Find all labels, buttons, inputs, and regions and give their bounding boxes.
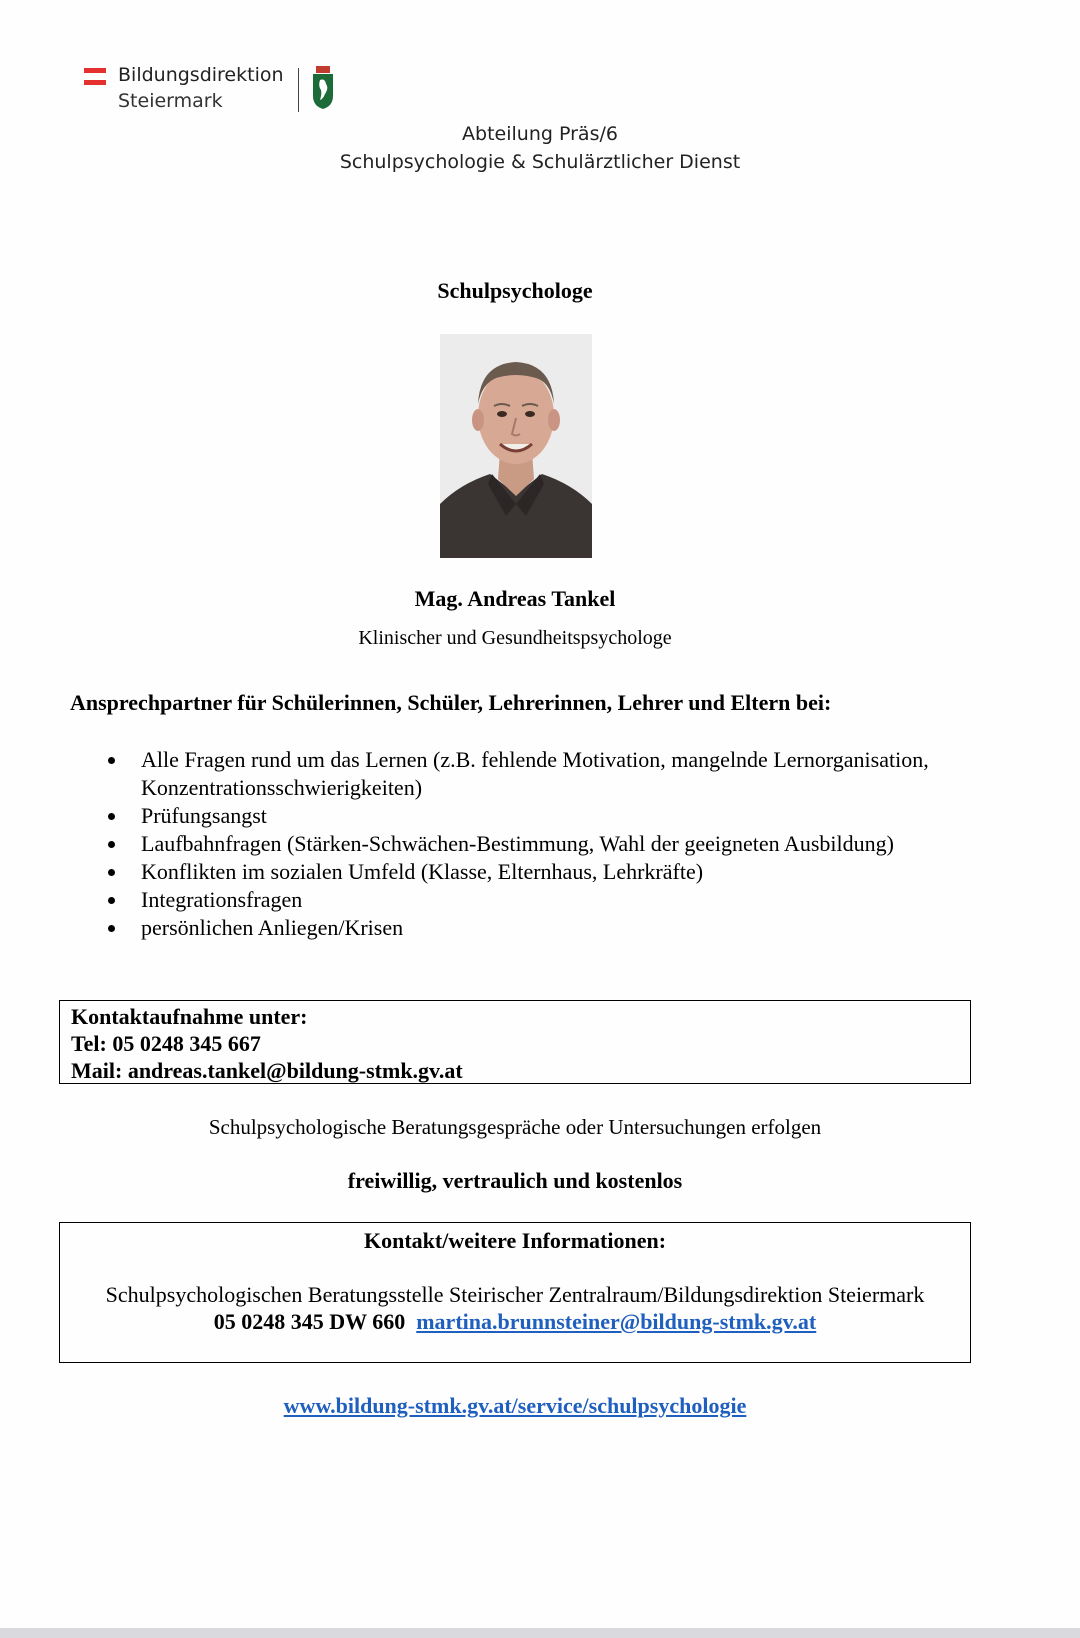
more-info-contact-line (60, 1308, 970, 1335)
contact-phone: Tel: 05 0248 345 667 (71, 1031, 261, 1056)
more-info-office: Schulpsychologischen Beratungsstelle Steirischer Zentralraum/Bildungsdirektion Steiermark (105, 1282, 925, 1307)
more-info-box (59, 1222, 971, 1363)
free-line: freiwillig, vertraulich und kostenlos (347, 1168, 683, 1193)
more-info-email-link[interactable]: martina.brunnsteiner@bildung-stmk.gv.at (416, 1309, 817, 1334)
logo-line1: Bildungsdirektion (118, 64, 284, 86)
contact-box (59, 1000, 971, 1084)
list-item: Prüfungsangst (70, 802, 970, 830)
organization-logo (84, 62, 335, 115)
intro-heading: Ansprechpartner für Schülerinnen, Schüler, Lehrerinnen, Lehrer und Eltern bei: (70, 690, 832, 715)
list-item: Konflikten im sozialen Umfeld (Klasse, Elternhaus, Lehrkräfte) (70, 858, 970, 886)
department-line-1: Abteilung Präs/6 (462, 123, 618, 145)
list-item: Integrationsfragen (70, 886, 970, 914)
website-link[interactable]: www.bildung-stmk.gv.at/service/schulpsychologie (283, 1393, 747, 1418)
list-item: persönlichen Anliegen/Krisen (70, 914, 970, 942)
more-info-heading: Kontakt/weitere Informationen: (363, 1228, 667, 1253)
document-title: Schulpsychologe (437, 278, 593, 303)
person-title: Klinischer und Gesundheitspsychologe (358, 627, 672, 649)
contact-heading: Kontaktaufnahme unter: (71, 1004, 308, 1029)
topic-list (70, 746, 970, 942)
bottom-bar (0, 1628, 1080, 1638)
austrian-flag-icon (84, 68, 106, 88)
list-item: Laufbahnfragen (Stärken-Schwächen-Bestimmung, Wahl der geeigneten Ausbildung) (70, 830, 970, 858)
styrian-panther-crest-icon (311, 66, 335, 115)
website-link-container (0, 1393, 1030, 1419)
list-item: Alle Fragen rund um das Lernen (z.B. fehlende Motivation, mangelnde Lernorganisation, Konzentrationsschwierigkeiten) (70, 746, 970, 802)
logo-divider (298, 68, 299, 112)
logo-line2: Steiermark (118, 90, 223, 112)
portrait-photo (440, 334, 592, 558)
info-line: Schulpsychologische Beratungsgespräche oder Untersuchungen erfolgen (208, 1115, 822, 1139)
department-line-2: Schulpsychologie & Schulärztlicher Dienst (339, 151, 741, 173)
more-info-phone: 05 0248 345 DW 660 (213, 1309, 406, 1334)
contact-email: Mail: andreas.tankel@bildung-stmk.gv.at (71, 1058, 463, 1083)
person-name: Mag. Andreas Tankel (414, 586, 616, 611)
logo-text (118, 62, 284, 114)
